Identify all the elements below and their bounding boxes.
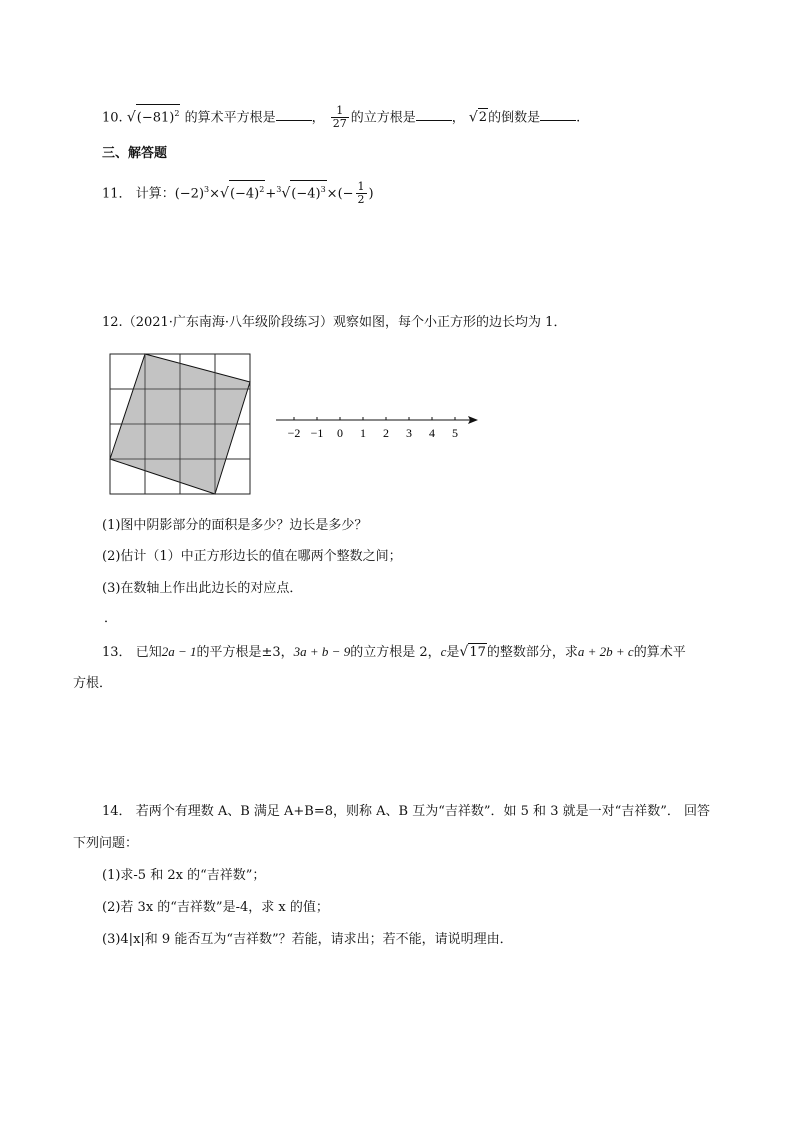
q10-text1: 的算术平方根是 <box>184 110 276 126</box>
cube-root-symbol: √ <box>281 185 291 202</box>
q14-line1: 若两个有理数 A、B 满足 A+B=8，则称 A、B 互为“吉祥数”．如 5 和 3 就是一对“吉祥数”． 回答 <box>135 804 711 819</box>
q12-sub1: (1)图中阴影部分的面积是多少？边长是多少？ <box>102 518 368 533</box>
sqrt-symbol: √ <box>459 644 469 660</box>
q10-sqrt2: 2 <box>478 110 488 126</box>
answer-blank-2[interactable] <box>416 108 452 121</box>
answer-blank-3[interactable] <box>540 108 576 121</box>
sqrt-symbol: √ <box>220 185 229 202</box>
number-line-label: 2 <box>383 426 389 440</box>
number-line-label: 3 <box>406 426 412 440</box>
question-13: 13． 已知2a − 1的平方根是±3，3a + b − 9的立方根是 2，c是√17的整数部分，求a + 2b + c的算术平 <box>102 644 686 660</box>
number-line-label: 4 <box>429 426 435 440</box>
q12-dot: ． <box>104 611 118 626</box>
question-10: 10. $√(-81)^2$ 的算术平方根是 ， $\frac{1}{27}$ 的立方根是 ， √2的倒数是 . <box>102 104 581 131</box>
q10-number: 10. <box>102 110 123 126</box>
q10-text2: 的立方根是 <box>350 110 416 126</box>
q12-source: （2021·广东南海·八年级阶段练习） <box>122 315 334 330</box>
number-line-label: 5 <box>452 426 458 440</box>
answer-blank-1[interactable] <box>276 108 312 121</box>
q12-sub2: (2)估计（1）中正方形边长的值在哪两个整数之间； <box>102 549 402 564</box>
question-11: 11． 计算：$(-2)^3\times√(-4)^2+^3√(-4)^3\times(-$ $\frac{1}{2}$ ) <box>102 180 374 207</box>
q10-text3: 的倒数是 <box>488 110 541 126</box>
q11-number: 11． <box>102 186 132 202</box>
q10-fraction: $\frac{1}{27}$ <box>332 104 347 131</box>
q14-number: 14． <box>102 804 132 819</box>
section-title: 三、解答题 <box>102 146 168 161</box>
number-line-label: 0 <box>337 426 343 440</box>
q11-label: 计算： <box>135 186 175 202</box>
q11-fraction: $\frac{1}{2}$ <box>357 180 365 207</box>
q12-number: 12. <box>102 315 123 330</box>
question-12 <box>102 314 566 332</box>
q12-text: 观察如图，每个小正方形的边长均为 1． <box>333 315 567 330</box>
q12-sub3: (3)在数轴上作出此边长的对应点． <box>102 581 303 596</box>
q13-number: 13． <box>102 645 132 660</box>
question-14 <box>102 803 710 821</box>
q13-line2: 方根． <box>73 676 113 691</box>
number-line <box>272 408 484 444</box>
q14-sub1: (1)求-5 和 2x 的“吉祥数”； <box>102 868 266 883</box>
q14-sub2: (2)若 3x 的“吉祥数”是-4，求 x 的值； <box>102 900 329 915</box>
number-line-label: −1 <box>310 426 324 440</box>
grid-figure <box>109 353 255 499</box>
q14-line2: 下列问题： <box>73 836 139 851</box>
sqrt-symbol: √ <box>126 109 136 126</box>
q10-radicand: $(-81)^2$ <box>136 104 181 127</box>
q14-sub3: (3)4|x|和 9 能否互为“吉祥数”？若能，请求出；若不能，请说明理由． <box>102 932 513 947</box>
number-line-label: −2 <box>287 426 301 440</box>
number-line-label: 1 <box>360 426 366 440</box>
sqrt-symbol: √ <box>468 109 478 126</box>
